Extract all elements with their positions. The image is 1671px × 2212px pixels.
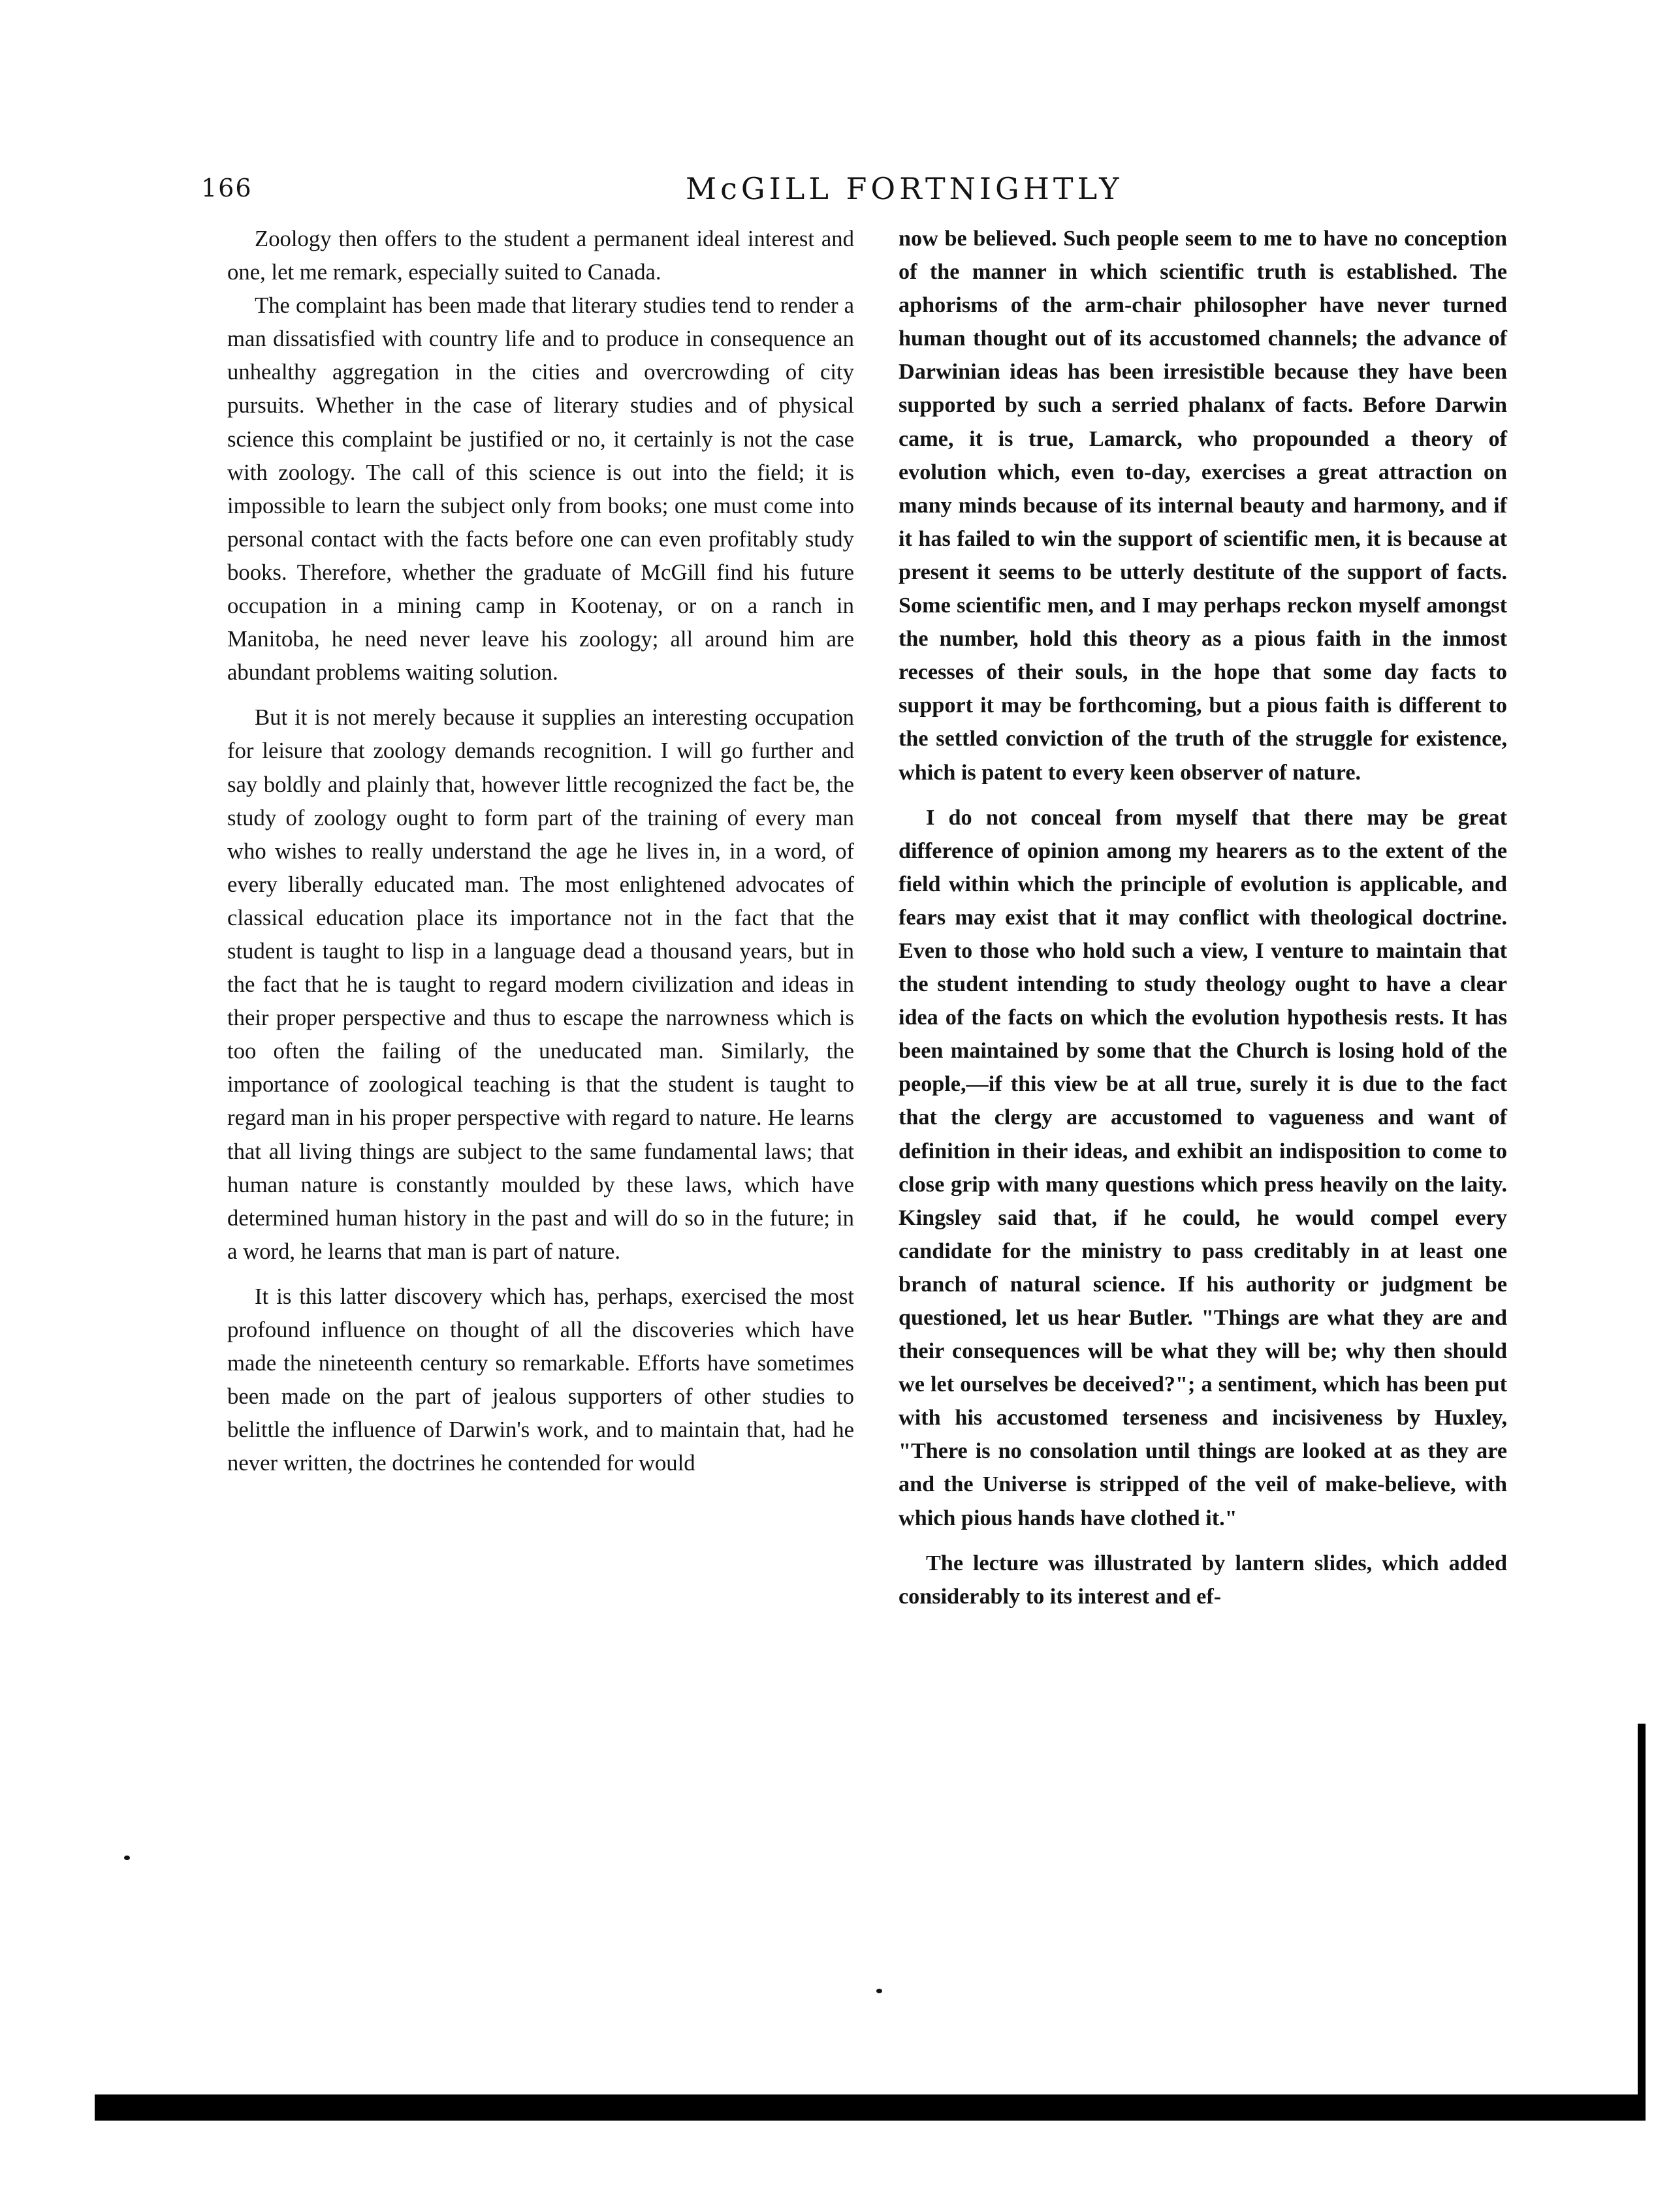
scan-edge-bottom bbox=[95, 2094, 1646, 2121]
page-header bbox=[0, 171, 1671, 210]
page-number: 166 bbox=[201, 174, 253, 202]
left-paragraph-3: But it is not merely because it supplies an interesting occupation for leisure that zoology demands recognition. I will go further and say boldly and plainly that, however little recognized the fact be, the study of zoology ought to form part of the training of every man who wishes to really understand the age he lives in, in a word, of every liberally educated man. The most enlightened advocates of classical education place its importance not in the fact that the student is taught to lisp in a language dead a thousand years, but in the fact that he is taught to regard modern civilization and ideas in their proper perspective and thus to escape the narrowness which is too often the failing of the uneducated man. Similarly, the importance of zoological teaching is that the student is taught to regard man in his proper perspective with regard to nature. He learns that all living things are subject to the same fundamental laws; that human nature is constantly moulded by these laws, which have determined human history in the past and will do so in the future; in a word, he learns that man is part of nature. bbox=[227, 704, 854, 1264]
scan-speck bbox=[124, 1856, 130, 1860]
scan-edge-right bbox=[1638, 1724, 1646, 2096]
left-paragraph-2: The complaint has been made that literary studies tend to render a man dissatisfied with country life and to produce in consequence an unhealthy aggregation in the cities and overcrowding of city pursuits. Whether in the case of literary studies and of physical science this complaint be justified or no, it certainly is not the case with zoology. The call of this science is out into the field; it is impossible to learn the subject only from books; one must come into personal contact with the facts before one can even profitably study books. Therefore, whether the graduate of McGill find his future occupation in a mining camp in Kootenay, or on a ranch in Manitoba, he need never leave his zoology; all around him are abundant problems waiting solution. bbox=[227, 292, 854, 686]
scan-speck bbox=[876, 1989, 882, 1993]
right-paragraph-3: The lecture was illustrated by lantern slides, which added considerably to its interest and ef- bbox=[899, 1551, 1507, 1609]
right-paragraph-2: I do not conceal from myself that there may be great difference of opinion among my hearers as to the extent of the field within which the principle of evolution is applicable, and fears may exist that it may conflict with theological doctrine. Even to those who hold such a view, I venture to maintain that the student intending to study theology ought to have a clear idea of the facts on which the evolution hypothesis rests. It has been maintained by some that the Church is losing hold of the people,—if this view be at all true, surely it is due to the fact that the clergy are accustomed to vagueness and want of definition in their ideas, and exhibit an indisposition to come to close grip with many questions which press heavily on the laity. Kingsley said that, if he could, he would compel every candidate for the ministry to pass creditably in at least one branch of natural science. If his authority or judgment be questioned, let us hear Butler. "Things are what they are and their consequences will be what they will be; why then should we let ourselves be deceived?"; a sentiment, which has been put with his accustomed terseness and incisiveness by Huxley, "There is no consolation until things are looked at as they are and the Universe is stripped of the veil of make-believe, with which pious hands have clothed it." bbox=[899, 805, 1507, 1530]
left-paragraph-1: Zoology then offers to the student a permanent ideal interest and one, let me remark, especially suited to Canada. bbox=[227, 226, 854, 285]
running-title: McGILL FORTNIGHTLY bbox=[686, 171, 1123, 206]
right-column bbox=[899, 222, 1507, 1613]
right-paragraph-1: now be believed. Such people seem to me to have no conception of the manner in which scientific truth is established. The aphorisms of the arm-chair philosopher have never turned human thought out of its accustomed channels; the advance of Darwinian ideas has been irresistible because they have been supported by such a serried phalanx of facts. Before Darwin came, it is true, Lamarck, who propounded a theory of evolution which, even to-day, exercises a great attraction on many minds because of its internal beauty and harmony, and if it has failed to win the support of scientific men, it is because at present it seems to be utterly destitute of the support of facts. Some scientific men, and I may perhaps reckon myself amongst the number, hold this theory as a pious faith in the inmost recesses of their souls, in the hope that some day facts to support it may be forthcoming, but a pious faith is different to the settled conviction of the truth of the struggle for existence, which is patent to every keen observer of nature. bbox=[899, 227, 1507, 785]
left-column bbox=[227, 222, 854, 1479]
left-paragraph-4: It is this latter discovery which has, perhaps, exercised the most profound influence on thought of all the discoveries which have made the nineteenth century so remarkable. Efforts have sometimes been made on the part of jealous supporters of other studies to belittle the influence of Darwin's work, and to maintain that, had he never written, the doctrines he contended for would bbox=[227, 1283, 854, 1476]
